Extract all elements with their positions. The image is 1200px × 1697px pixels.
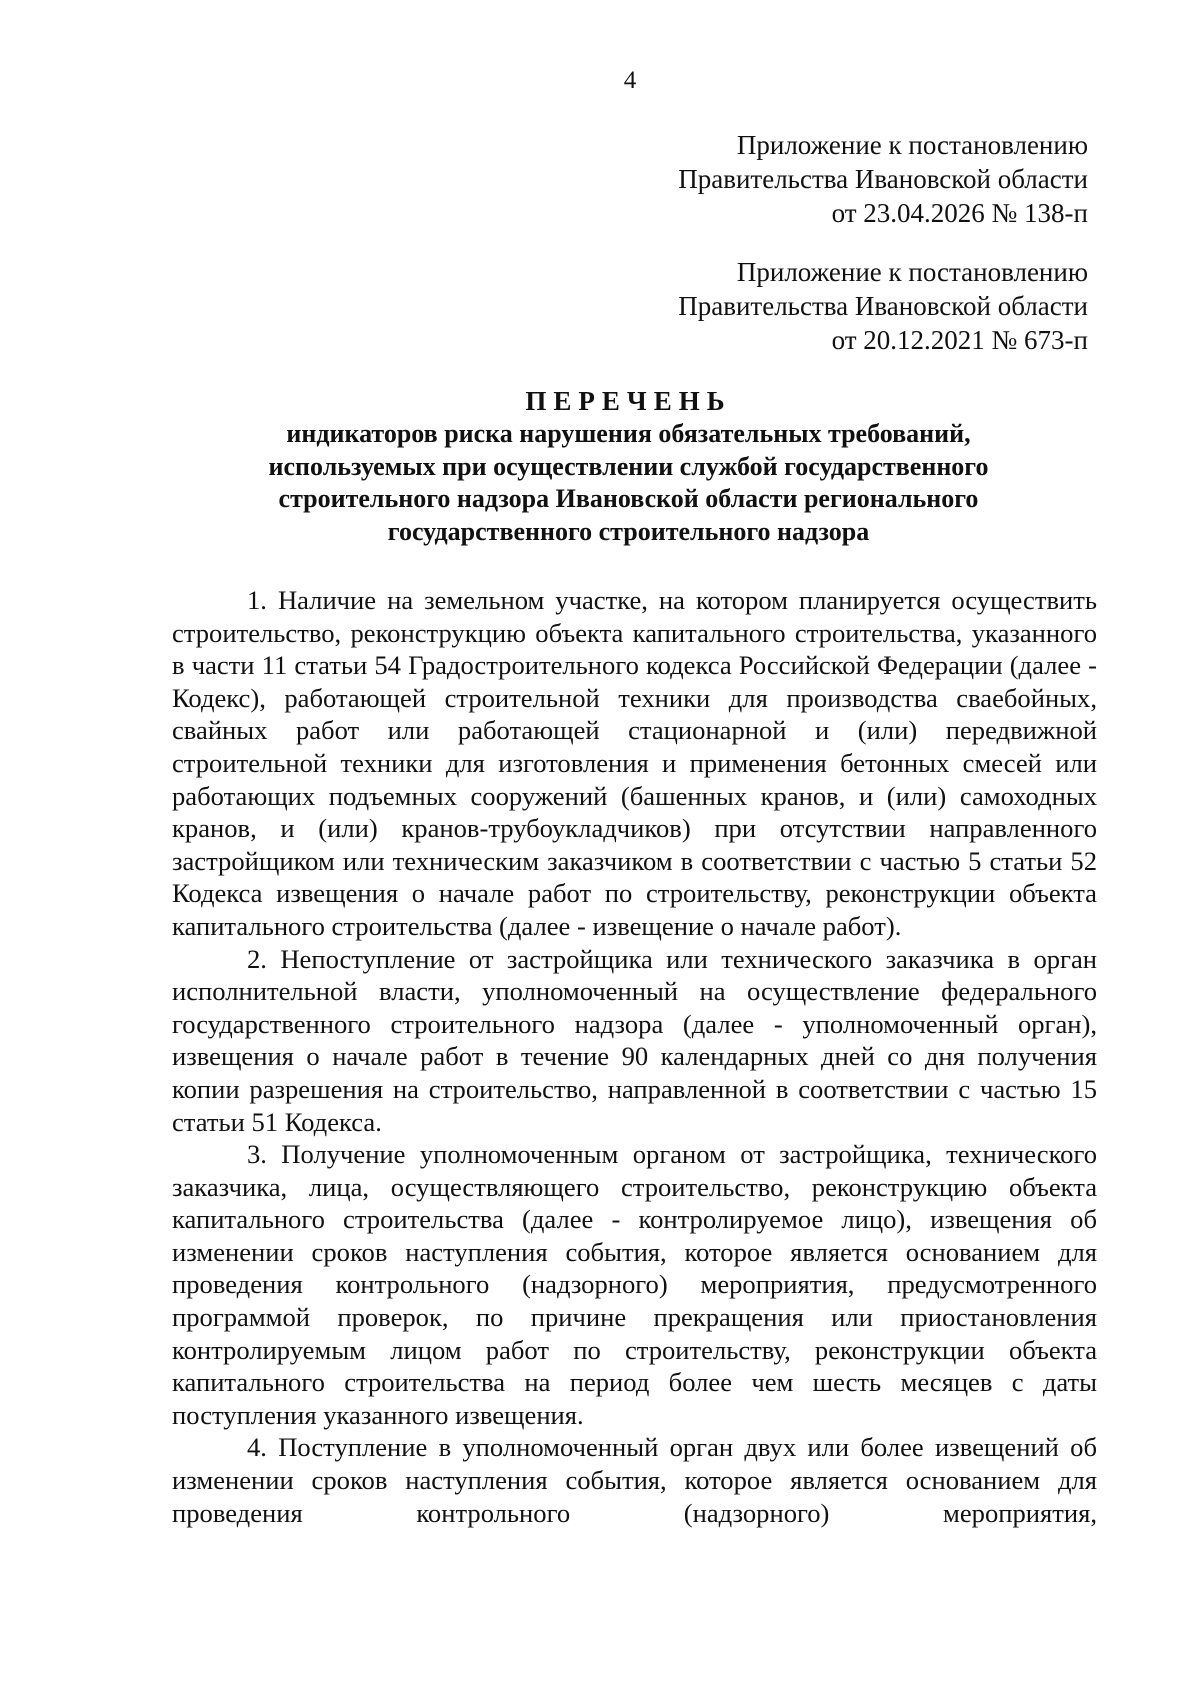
title-subtitle-line: государственного строительного надзора <box>387 516 870 546</box>
paragraph-item-3: 3. Получение уполномоченным органом от застройщика, технического заказчика, лица, осуществляющего строительство, реконструкцию объекта капитального строительства (далее - контролируемое лицо), извещения об изменении сроков наступления события, которое является основанием для проведения контрольного (надзорного) мероприятия, предусмотренного программой проверок, по причине прекращения или приостановления контролируемым лицом работ по строительству, реконструкции объекта капитального строительства на период более чем шесть месяцев с даты поступления указанного извещения. <box>172 1139 1097 1430</box>
page-number: 4 <box>623 67 637 94</box>
title-subtitle-line: строительного надзора Ивановской области регионального <box>278 484 979 513</box>
title-main: ПЕРЕЧЕНЬ <box>525 386 732 416</box>
paragraph-item-2: 2. Непоступление от застройщика или технического заказчика в орган исполнительной власти, уполномоченный на осуществление федерального государственного строительного надзора (далее - уполномоченный орган), извещения о начале работ в течение 90 календарных дней со дня получения копии разрешения на строительство, направленной в соответствии с частью 15 статьи 51 Кодекса. <box>172 943 1097 1137</box>
title-subtitle-line: используемых при осуществлении службой государственного <box>268 451 989 481</box>
appendix-note-original <box>678 255 1088 357</box>
appendix-line: Правительства Ивановской области <box>678 291 1088 321</box>
paragraph-item-4: 4. Поступление в уполномоченный орган двух или более извещений об изменении сроков наступления события, которое является основанием для проведения контрольного (надзорного) мероприятия, <box>172 1432 1097 1528</box>
document-body <box>172 584 1097 1529</box>
paragraph-item-1: 1. Наличие на земельном участке, на котором планируется осуществить строительство, реконструкцию объекта капитального строительства, указанного в части 11 статьи 54 Градостроительного кодекса Российской Федерации (далее - Кодекс), работающей строительной техники для производства сваебойных, свайных работ или работающей стационарной и (или) передвижной строительной техники для изготовления и применения бетонных смесей или работающих подъемных сооружений (башенных кранов, и (или) самоходных кранов, и (или) кранов-трубоукладчиков) при отсутствии направленного застройщиком или техническим заказчиком в соответствии с частью 5 статьи 52 Кодекса извещения о начале работ по строительству, реконструкции объекта капитального строительства (далее - извещение о начале работ). <box>172 585 1097 941</box>
appendix-note-current <box>678 128 1088 230</box>
appendix-line: Правительства Ивановской области <box>678 164 1088 194</box>
title-subtitle-line: индикаторов риска нарушения обязательных требований, <box>286 419 971 448</box>
appendix-line: от 20.12.2021 № 673-п <box>831 325 1088 355</box>
document-title <box>160 384 1097 548</box>
appendix-line: Приложение к постановлению <box>736 130 1088 160</box>
appendix-line: Приложение к постановлению <box>736 257 1088 287</box>
appendix-line: от 23.04.2026 № 138-п <box>831 198 1088 228</box>
